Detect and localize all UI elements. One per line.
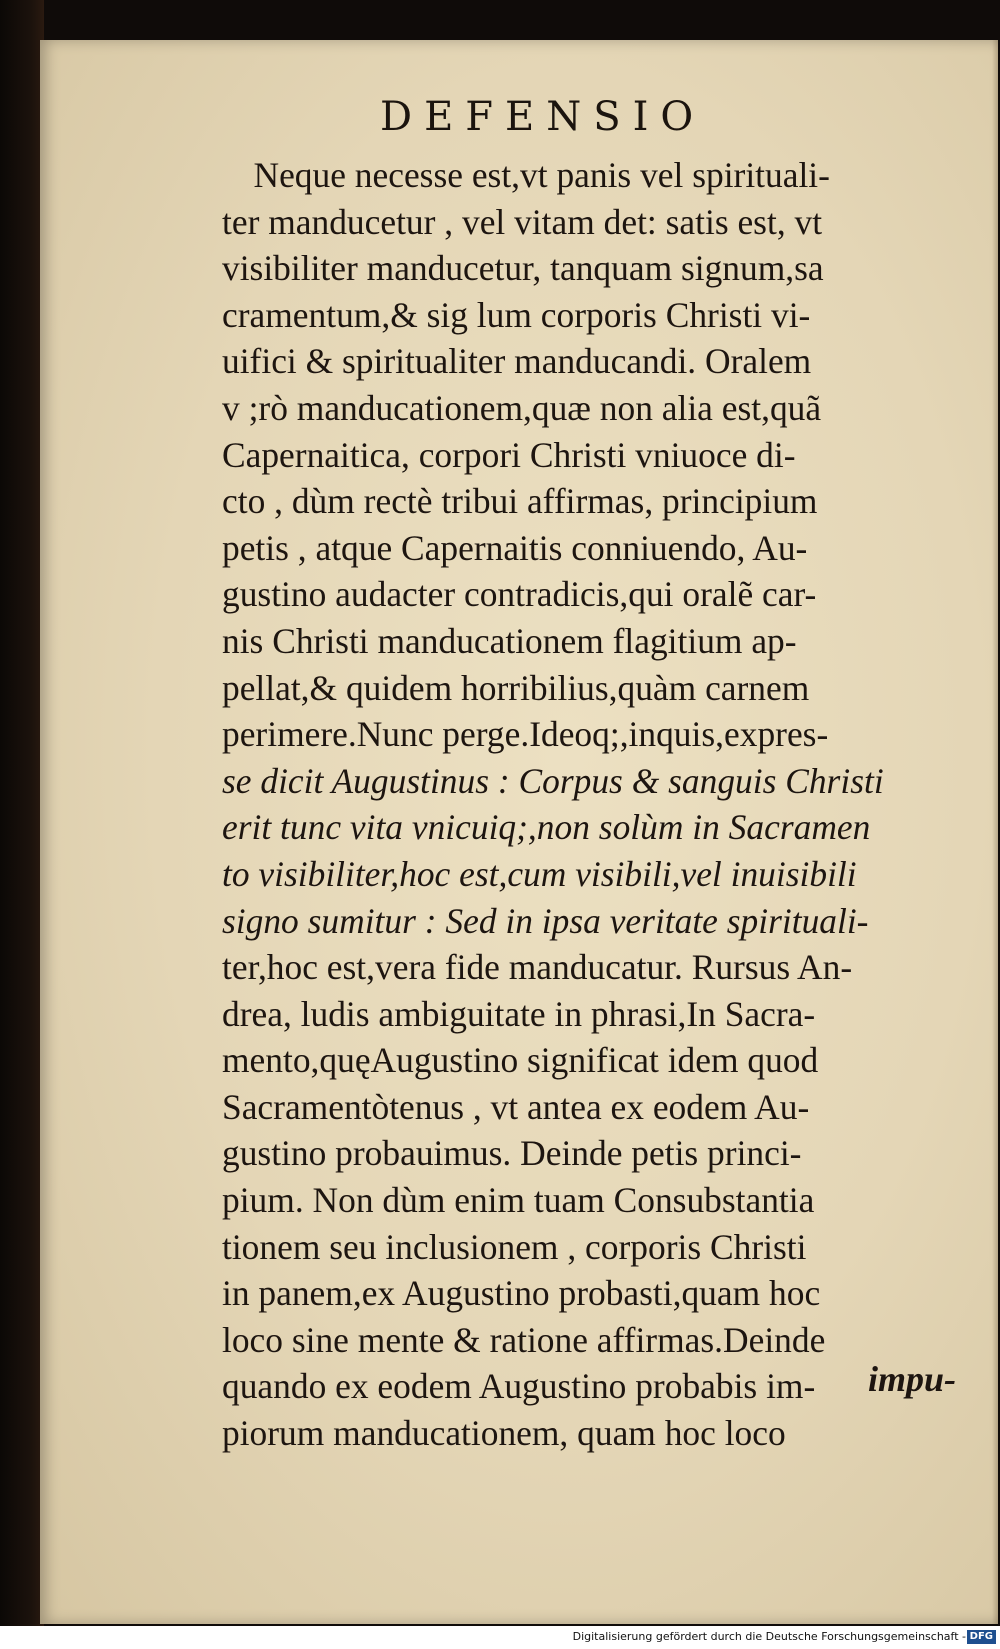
- text-line: tionem seu inclusionem , corporis Christi: [222, 1226, 807, 1267]
- catchword: impu-: [867, 1359, 956, 1399]
- text-line: v ;rò manducationem,quæ non alia est,quã: [222, 387, 822, 428]
- text-line: piorum manducationem, quam hoc loco: [222, 1413, 786, 1454]
- text-line: se dicit Augustinus : Corpus & sanguis Christi: [222, 760, 884, 801]
- text-line: gustino probauimus. Deinde petis princi-: [222, 1133, 802, 1174]
- text-line: pium. Non dùm enim tuam Consubstantia: [222, 1180, 815, 1221]
- text-line: loco sine mente & ratione affirmas.Deinde: [222, 1319, 826, 1360]
- text-line: petis , atque Capernaitis conniuendo, Au-: [222, 527, 808, 568]
- running-title: DEFENSIO: [380, 94, 706, 140]
- text-line: uifici & spiritualiter manducandi. Oralem: [222, 341, 812, 382]
- dfg-logo: DFG: [967, 1630, 996, 1644]
- text-line: ter manducetur , vel vitam det: satis est, vt: [222, 201, 823, 242]
- text-line: visibiliter manducetur, tanquam signum,sa: [222, 248, 824, 289]
- text-line: Neque necesse est,vt panis vel spirituali-: [253, 155, 830, 195]
- text-line: nis Christi manducationem flagitium ap-: [222, 620, 797, 661]
- text-line: signo sumitur : Sed in ipsa veritate spirituali-: [222, 900, 869, 941]
- text-line: to visibiliter,hoc est,cum visibili,vel inuisibili: [222, 853, 857, 894]
- text-line: pellat,& quidem horribilius,quàm carnem: [222, 667, 810, 708]
- text-line: gustino audacter contradicis,qui oralẽ car-: [222, 574, 817, 615]
- page-edge-shadow: [992, 40, 998, 1624]
- text-line: quando ex eodem Augustino probabis im-: [222, 1366, 816, 1407]
- text-line: Sacramentòtenus , vt antea ex eodem Au-: [222, 1086, 810, 1127]
- text-line: mento,quęAugustino significat idem quod: [222, 1040, 819, 1081]
- text-line: perimere.Nunc perge.Ideoq;,inquis,expres-: [222, 714, 829, 755]
- text-line: cto , dùm rectè tribui affirmas, principium: [222, 481, 818, 522]
- text-line: Capernaitica, corpori Christi vniuoce di-: [222, 434, 796, 475]
- text-line: drea, ludis ambiguitate in phrasi,In Sacra-: [222, 993, 816, 1034]
- book-spine: [0, 0, 44, 1649]
- funding-credit: Digitalisierung gefördert durch die Deutsche Forschungsgemeinschaft -: [572, 1630, 966, 1643]
- text-line: cramentum,& sig lum corporis Christi vi-: [222, 294, 811, 335]
- text-line: ter,hoc est,vera fide manducatur. Rursus An-: [222, 947, 853, 988]
- text-line: erit tunc vita vnicuiq;,non solùm in Sacramen: [222, 807, 871, 848]
- text-line: in panem,ex Augustino probasti,quam hoc: [222, 1273, 821, 1314]
- body-text: [222, 152, 962, 1457]
